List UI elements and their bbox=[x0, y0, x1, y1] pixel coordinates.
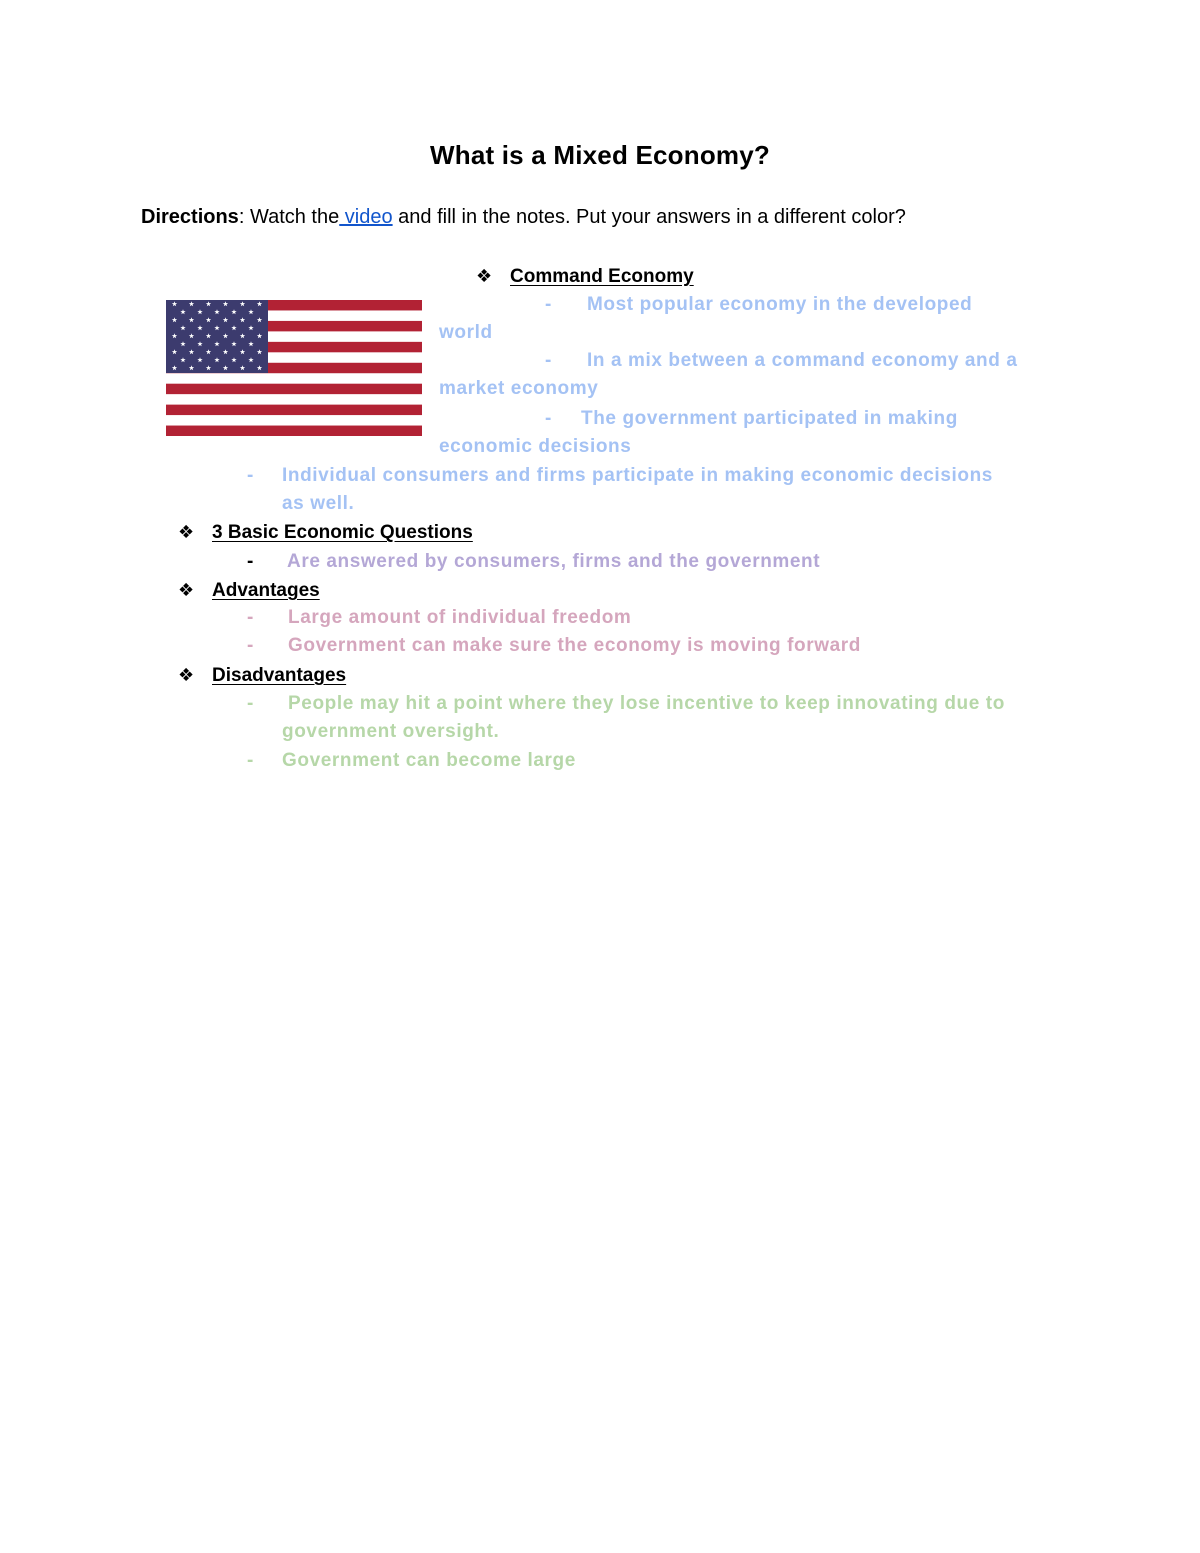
answer-text: Most popular economy in the developed bbox=[587, 294, 973, 315]
diamond-bullet-icon: ❖ bbox=[178, 580, 195, 600]
video-link[interactable]: video bbox=[339, 206, 393, 228]
answer-text: Government can become large bbox=[282, 750, 576, 771]
answer-text: Government can make sure the economy is moving forward bbox=[288, 635, 861, 656]
answer-text: Individual consumers and firms participate in making economic decisions bbox=[282, 465, 993, 486]
disadvantages-heading-text: Disadvantages bbox=[212, 665, 347, 686]
list-item bbox=[247, 548, 820, 576]
answer-text: Are answered by consumers, firms and the government bbox=[287, 551, 821, 572]
list-item bbox=[545, 291, 972, 319]
list-item-continuation: economic decisions bbox=[439, 436, 632, 457]
diamond-bullet-icon: ❖ bbox=[178, 665, 195, 685]
basic-questions-heading bbox=[178, 518, 473, 547]
list-item-continuation: market economy bbox=[439, 378, 599, 399]
flag-red-stripe bbox=[166, 405, 422, 415]
directions-text-after: and fill in the notes. Put your answers in a different color? bbox=[392, 206, 906, 228]
list-item bbox=[545, 405, 958, 433]
us-flag-image bbox=[166, 300, 422, 436]
command-economy-heading bbox=[476, 262, 694, 291]
list-item bbox=[247, 747, 576, 775]
advantages-heading bbox=[178, 576, 320, 605]
directions-text-before: Watch the bbox=[249, 206, 340, 228]
list-item bbox=[545, 347, 1018, 375]
list-item-continuation: government oversight. bbox=[282, 721, 500, 742]
dash-marker: - bbox=[545, 350, 552, 371]
dash-marker: - bbox=[247, 607, 254, 628]
directions-separator: : bbox=[238, 206, 250, 228]
dash-marker: - bbox=[247, 635, 254, 656]
dash-marker: - bbox=[247, 693, 254, 714]
page-title: What is a Mixed Economy? bbox=[430, 140, 770, 170]
answer-text: People may hit a point where they lose incentive to keep innovating due to bbox=[288, 693, 1005, 714]
list-item-continuation: world bbox=[439, 322, 493, 343]
basic-questions-heading-text: 3 Basic Economic Questions bbox=[212, 522, 473, 543]
disadvantages-heading bbox=[178, 661, 346, 690]
list-item bbox=[247, 462, 993, 490]
dash-marker: - bbox=[247, 750, 254, 771]
list-item bbox=[247, 604, 631, 632]
advantages-heading-text: Advantages bbox=[212, 580, 320, 601]
flag-red-stripe bbox=[166, 426, 422, 436]
dash-marker: - bbox=[247, 551, 254, 572]
dash-marker: - bbox=[545, 294, 552, 315]
diamond-bullet-icon: ❖ bbox=[178, 522, 195, 542]
dash-marker: - bbox=[545, 408, 552, 429]
diamond-bullet-icon: ❖ bbox=[476, 266, 493, 286]
flag-red-stripe bbox=[166, 384, 422, 394]
list-item bbox=[247, 690, 1005, 718]
answer-text: In a mix between a command economy and a bbox=[587, 350, 1018, 371]
dash-marker: - bbox=[247, 465, 254, 486]
command-economy-heading-text: Command Economy bbox=[510, 266, 694, 287]
list-item-continuation: as well. bbox=[282, 493, 355, 514]
list-item bbox=[247, 632, 861, 660]
directions-line bbox=[141, 206, 906, 229]
directions-label: Directions bbox=[141, 206, 239, 228]
answer-text: The government participated in making bbox=[581, 408, 958, 429]
answer-text: Large amount of individual freedom bbox=[288, 607, 632, 628]
